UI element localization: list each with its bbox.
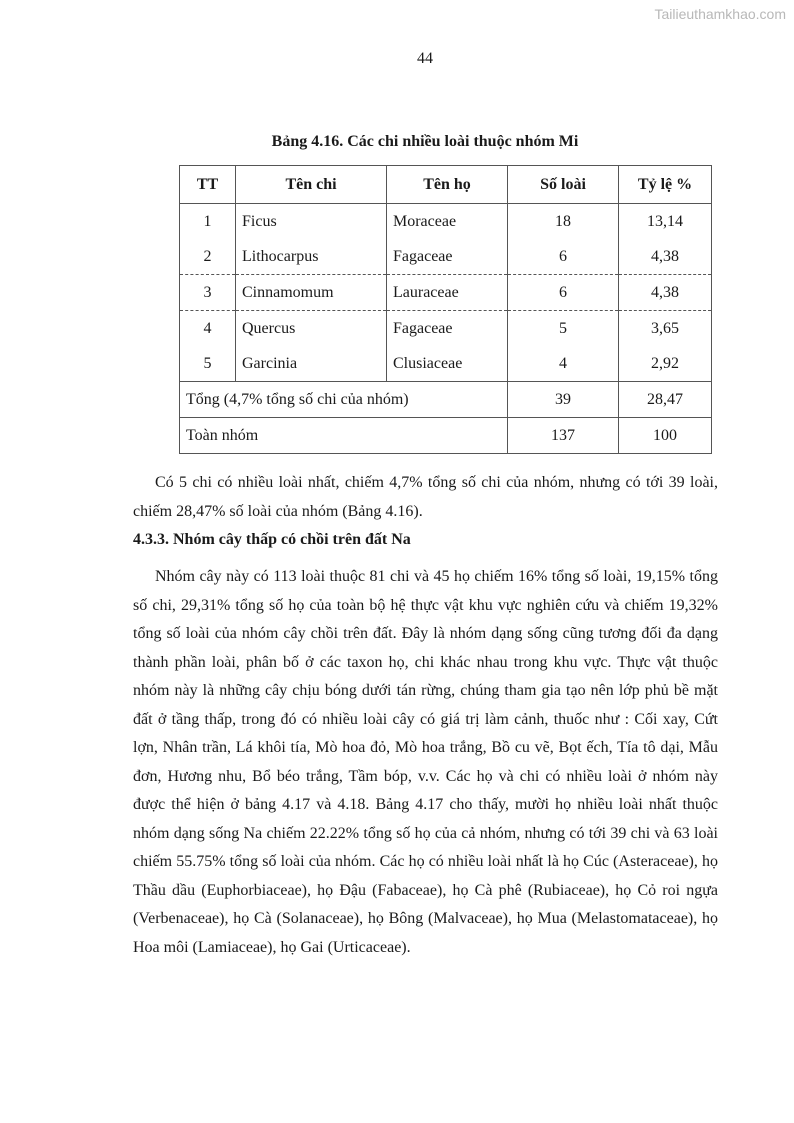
cell-family: Fagaceae xyxy=(387,239,508,275)
cell-ratio: 2,92 xyxy=(619,346,712,382)
table-total-row xyxy=(180,382,712,418)
cell-genus: Garcinia xyxy=(236,346,387,382)
cell-ratio: 4,38 xyxy=(619,275,712,311)
group-ratio: 100 xyxy=(619,418,712,454)
cell-ratio: 3,65 xyxy=(619,311,712,347)
genus-table xyxy=(179,165,712,454)
cell-ratio: 4,38 xyxy=(619,239,712,275)
total-count: 39 xyxy=(508,382,619,418)
total-label: Tổng (4,7% tổng số chi của nhóm) xyxy=(180,382,508,418)
header-ratio: Tỷ lệ % xyxy=(619,166,712,204)
section-heading: 4.3.3. Nhóm cây thấp có chồi trên đất Na xyxy=(133,531,411,548)
group-count: 137 xyxy=(508,418,619,454)
paragraph-summary-text: Có 5 chi có nhiều loài nhất, chiếm 4,7% tổng số chi của nhóm, nhưng có tới 39 loài, chiếm 28,47% số loài của nhóm (Bảng 4.16). xyxy=(133,474,718,520)
cell-tt: 3 xyxy=(180,275,236,311)
group-label: Toàn nhóm xyxy=(180,418,508,454)
table-row xyxy=(180,275,712,311)
cell-family: Moraceae xyxy=(387,204,508,240)
header-tt: TT xyxy=(180,166,236,204)
table-caption: Bảng 4.16. Các chi nhiều loài thuộc nhóm Mi xyxy=(271,133,579,150)
cell-ratio: 13,14 xyxy=(619,204,712,240)
cell-count: 6 xyxy=(508,275,619,311)
cell-tt: 1 xyxy=(180,204,236,240)
cell-count: 4 xyxy=(508,346,619,382)
table-row xyxy=(180,239,712,275)
cell-genus: Ficus xyxy=(236,204,387,240)
cell-genus: Lithocarpus xyxy=(236,239,387,275)
cell-tt: 5 xyxy=(180,346,236,382)
cell-tt: 2 xyxy=(180,239,236,275)
header-species-count: Số loài xyxy=(508,166,619,204)
page-number: 44 xyxy=(417,50,433,67)
header-family: Tên họ xyxy=(387,166,508,204)
header-genus: Tên chi xyxy=(236,166,387,204)
cell-family: Clusiaceae xyxy=(387,346,508,382)
table-row xyxy=(180,204,712,240)
table-row xyxy=(180,346,712,382)
table-row xyxy=(180,311,712,347)
watermark: Tailieuthamkhao.com xyxy=(654,6,786,22)
table-group-row xyxy=(180,418,712,454)
paragraph-summary xyxy=(133,469,718,526)
cell-genus: Quercus xyxy=(236,311,387,347)
cell-family: Fagaceae xyxy=(387,311,508,347)
cell-tt: 4 xyxy=(180,311,236,347)
total-ratio: 28,47 xyxy=(619,382,712,418)
cell-count: 18 xyxy=(508,204,619,240)
cell-genus: Cinnamomum xyxy=(236,275,387,311)
cell-family: Lauraceae xyxy=(387,275,508,311)
paragraph-body-text: Nhóm cây này có 113 loài thuộc 81 chi và 45 họ chiếm 16% tổng số loài, 19,15% tổng số chi, 29,31% tổng số họ của toàn bộ hệ thực vật khu vực nghiên cứu và chiếm 19,32% tổng số loài của nhóm cây chồi trên đất. Đây là nhóm dạng sống cũng tương đối đa dạng thành phần loài, phân bố ở các taxon họ, chi khác nhau trong khu vực. Thực vật thuộc nhóm này là những cây chịu bóng dưới tán rừng, chúng tham gia tạo nên lớp phủ bề mặt đất ở tầng thấp, trong đó có nhiều loài cây có giá trị làm cảnh, thuốc như : Cối xay, Cứt lợn, Nhân trần, Lá khôi tía, Mò hoa đỏ, Mò hoa trắng, Bồ cu vẽ, Bọt ếch, Tía tô dại, Mẫu đơn, Hương nhu, Bổ béo trắng, Tầm bóp, v.v. Các họ và chi có nhiều loài ở nhóm này được thể hiện ở bảng 4.17 và 4.18. Bảng 4.17 cho thấy, mười họ nhiều loài nhất thuộc nhóm dạng sống Na chiếm 22.22% tổng số họ của cả nhóm, nhưng có tới 39 chi và 63 loài chiếm 55.75% tổng số loài của nhóm. Các họ có nhiều loài nhất là họ Cúc (Asteraceae), họ Thầu dầu (Euphorbiaceae), họ Đậu (Fabaceae), họ Cà phê (Rubiaceae), họ Cỏ roi ngựa (Verbenaceae), họ Cà (Solanaceae), họ Bông (Malvaceae), họ Mua (Melastomataceae), họ Hoa môi (Lamiaceae), họ Gai (Urticaceae). xyxy=(133,568,718,956)
paragraph-body xyxy=(133,563,718,962)
cell-count: 6 xyxy=(508,239,619,275)
table-header-row xyxy=(180,166,712,204)
cell-count: 5 xyxy=(508,311,619,347)
